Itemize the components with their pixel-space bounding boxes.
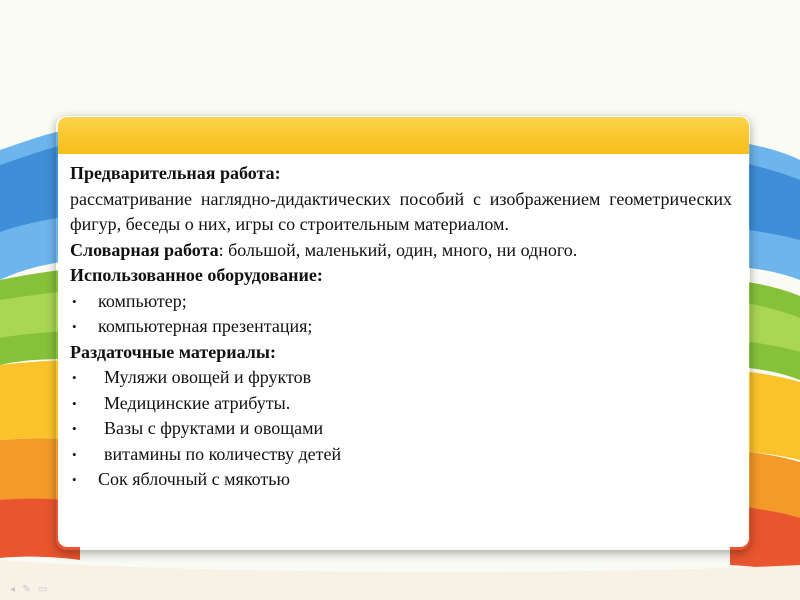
- heading-equipment: Использованное оборудование:: [70, 265, 323, 285]
- list-item: [70, 391, 732, 417]
- list-item: [70, 289, 732, 315]
- list-item-text: компьютерная презентация;: [98, 316, 313, 336]
- vocabulary-label: Словарная работа: [70, 239, 219, 260]
- list-item: [70, 442, 732, 468]
- bullet-icon: •: [72, 395, 77, 411]
- bullet-icon: •: [72, 370, 77, 385]
- heading-materials: Раздаточные материалы:: [70, 341, 276, 362]
- slide-navigation-controls[interactable]: ◂ ✎ ▭: [10, 584, 50, 595]
- vocabulary-line: [70, 238, 732, 264]
- list-item-text: Сок яблочный с мякотью: [98, 469, 290, 489]
- equipment-list: [70, 289, 732, 340]
- bullet-icon: •: [72, 319, 77, 334]
- bullet-icon: •: [72, 446, 77, 462]
- bullet-icon: •: [72, 421, 77, 436]
- list-item-text: Муляжи овощей и фруктов: [104, 367, 312, 387]
- list-item-text: витамины по количеству детей: [104, 443, 342, 464]
- slide-content: [70, 161, 732, 493]
- heading-preliminary-work: Предварительная работа:: [70, 163, 281, 183]
- list-item-text: Вазы с фруктами и овощами: [104, 418, 324, 438]
- bullet-icon: •: [72, 293, 77, 309]
- bullet-icon: •: [72, 472, 77, 487]
- list-item: [70, 467, 732, 493]
- materials-list: [70, 365, 732, 493]
- list-item-text: компьютер;: [98, 290, 187, 311]
- vocabulary-text: : большой, маленький, один, много, ни одного.: [218, 239, 578, 260]
- list-item: [70, 416, 732, 442]
- card-header-bar: [58, 117, 749, 154]
- list-item-text: Медицинские атрибуты.: [104, 392, 291, 413]
- preliminary-work-text: рассматривание наглядно-дидактических пособий с изображением геометрических фигур, беседы о них, игры со строительным материалом.: [70, 188, 732, 234]
- list-item: [70, 314, 732, 340]
- list-item: [70, 365, 732, 391]
- content-card: [58, 117, 749, 547]
